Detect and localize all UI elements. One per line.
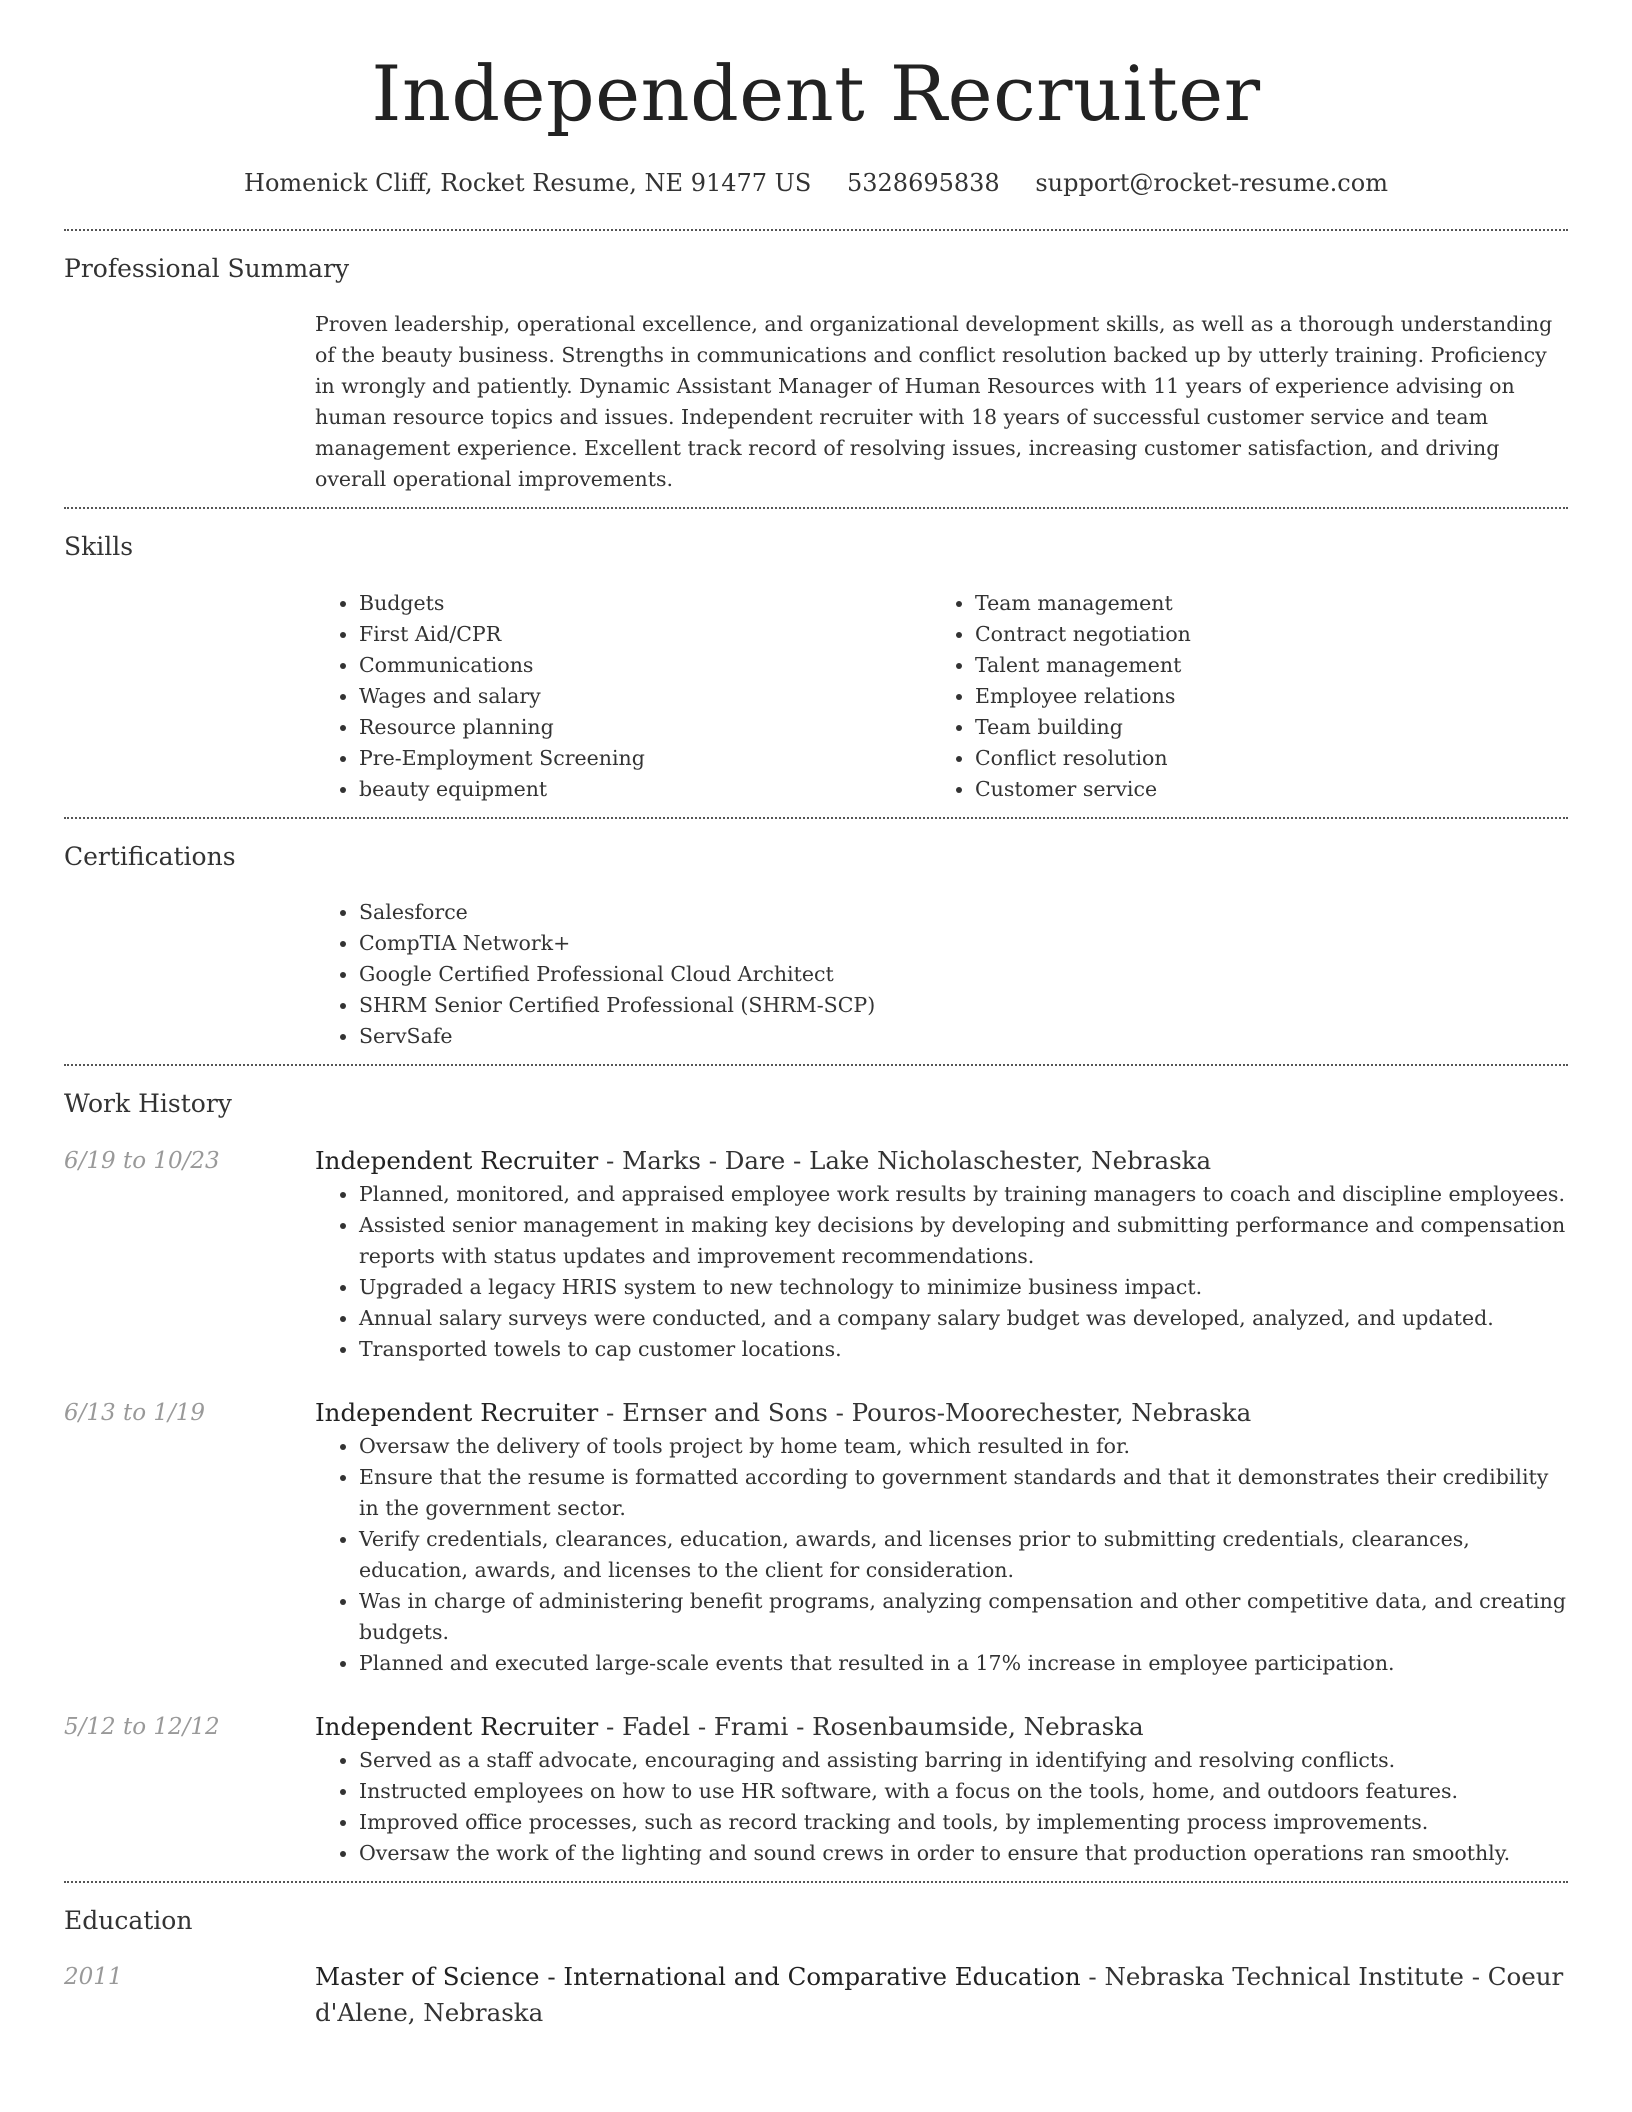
job-bullet: • Verify credentials, clearances, education, awards, and licenses prior to submitting credentials, clearances, education, awards, and licenses to the client for consideration. — [359, 1524, 1568, 1586]
skill-item: • Team building — [975, 712, 1547, 743]
job-bullet: • Annual salary surveys were conducted, and a company salary budget was developed, analyzed, and updated. — [359, 1303, 1568, 1334]
job-entry — [64, 1395, 1568, 1679]
job-bullet: • Served as a staff advocate, encouraging and assisting barring in identifying and resolving conflicts. — [359, 1745, 1568, 1776]
job-role: Independent Recruiter — [315, 1397, 599, 1427]
job-details: - Ernser and Sons - Pouros-Moorechester, Nebraska — [598, 1397, 1252, 1427]
job-role: Independent Recruiter — [315, 1145, 599, 1175]
skill-item: • Team management — [975, 588, 1547, 619]
contact-email: support@rocket-resume.com — [1035, 168, 1388, 197]
job-body — [315, 1143, 1568, 1365]
job-dates: 5/12 to 12/12 — [64, 1713, 220, 1740]
skills-columns — [315, 588, 1568, 805]
skill-item: • Conflict resolution — [975, 743, 1547, 774]
education-body — [315, 1959, 1568, 2031]
skills-title: Skills — [64, 532, 134, 562]
education-heading — [315, 1959, 1568, 2031]
job-bullet: • Planned, monitored, and appraised employee work results by training managers to coach and discipline employees. — [359, 1179, 1568, 1210]
skills-column-right — [931, 588, 1547, 805]
skill-item: • Contract negotiation — [975, 619, 1547, 650]
job-bullet: • Ensure that the resume is formatted according to government standards and that it demonstrates their credibility in the government sector. — [359, 1462, 1568, 1524]
skill-item: • First Aid/CPR — [359, 619, 931, 650]
summary-title: Professional Summary — [64, 253, 350, 283]
skills-column-left — [315, 588, 931, 805]
job-dates: 6/13 to 1/19 — [64, 1399, 206, 1426]
work-history-section — [64, 1066, 1568, 1881]
job-body — [315, 1395, 1568, 1679]
job-bullet: • Upgraded a legacy HRIS system to new technology to minimize business impact. — [359, 1272, 1568, 1303]
education-details: - Nebraska Technical Institute - Coeur d'Alene, Nebraska — [315, 1962, 1564, 2028]
skills-section — [64, 509, 1568, 817]
skill-item: • beauty equipment — [359, 774, 931, 805]
job-bullet: • Transported towels to cap customer locations. — [359, 1334, 1568, 1365]
summary-text: Proven leadership, operational excellence, and organizational development skills, as well as a thorough understanding of the beauty business. Strengths in communications and conflict resolution backed up by utterly training. Proficiency in wrongly and patiently. Dynamic Assistant Manager of Human Resources with 11 years of experience advising on human resource topics and issues. Independent recruiter with 18 years of successful customer service and team management experience. Excellent track record of resolving issues, increasing customer satisfaction, and driving overall operational improvements. — [315, 312, 1553, 492]
job-bullets — [315, 1745, 1568, 1869]
job-bullets — [315, 1431, 1568, 1679]
contact-info — [64, 168, 1568, 199]
work-history-title: Work History — [64, 1089, 232, 1119]
candidate-name: Independent Recruiter — [371, 49, 1261, 138]
job-bullet: • Instructed employees on how to use HR software, with a focus on the tools, home, and outdoors features. — [359, 1776, 1568, 1807]
job-bullet: • Assisted senior management in making key decisions by developing and submitting performance and compensation reports with status updates and improvement recommendations. — [359, 1210, 1568, 1272]
job-heading — [315, 1395, 1568, 1431]
job-bullet: • Oversaw the delivery of tools project by home team, which resulted in for. — [359, 1431, 1568, 1462]
certifications-section — [64, 819, 1568, 1065]
skill-item: • Talent management — [975, 650, 1547, 681]
summary-section — [64, 231, 1568, 508]
job-dates: 6/19 to 10/23 — [64, 1147, 220, 1174]
contact-phone: 5328695838 — [846, 168, 1000, 197]
certifications-list — [315, 897, 1568, 1052]
job-body — [315, 1709, 1568, 1869]
skill-item: • Customer service — [975, 774, 1547, 805]
education-entry — [64, 1959, 1568, 2031]
certification-item: • Salesforce — [359, 897, 1568, 928]
certification-item: • CompTIA Network+ — [359, 928, 1568, 959]
job-bullet: • Planned and executed large-scale events that resulted in a 17% increase in employee participation. — [359, 1648, 1568, 1679]
job-details: - Fadel - Frami - Rosenbaumside, Nebraska — [598, 1711, 1144, 1741]
job-entry — [64, 1143, 1568, 1365]
certification-item: • Google Certified Professional Cloud Architect — [359, 959, 1568, 990]
skill-item: • Communications — [359, 650, 931, 681]
contact-address: Homenick Cliff, Rocket Resume, NE 91477 US — [244, 168, 812, 197]
job-heading — [315, 1143, 1568, 1179]
education-section — [64, 1883, 1568, 2044]
education-title: Education — [64, 1905, 193, 1935]
job-bullet: • Improved office processes, such as record tracking and tools, by implementing process improvements. — [359, 1807, 1568, 1838]
job-role: Independent Recruiter — [315, 1711, 599, 1741]
certification-item: • SHRM Senior Certified Professional (SHRM-SCP) — [359, 990, 1568, 1021]
education-year: 2011 — [64, 1964, 123, 1991]
job-bullet: • Oversaw the work of the lighting and sound crews in order to ensure that production operations ran smoothly. — [359, 1838, 1568, 1869]
skill-item: • Resource planning — [359, 712, 931, 743]
job-bullets — [315, 1179, 1568, 1365]
job-entry — [64, 1709, 1568, 1869]
job-heading — [315, 1709, 1568, 1745]
job-bullet: • Was in charge of administering benefit programs, analyzing compensation and other competitive data, and creating budgets. — [359, 1586, 1568, 1648]
education-degree: Master of Science - International and Comparative Education — [315, 1962, 1081, 1992]
job-details: - Marks - Dare - Lake Nicholaschester, Nebraska — [598, 1145, 1212, 1175]
skill-item: • Pre-Employment Screening — [359, 743, 931, 774]
certifications-title: Certifications — [64, 841, 236, 871]
skill-item: • Wages and salary — [359, 681, 931, 712]
skill-item: • Budgets — [359, 588, 931, 619]
certification-item: • ServSafe — [359, 1021, 1568, 1052]
skill-item: • Employee relations — [975, 681, 1547, 712]
